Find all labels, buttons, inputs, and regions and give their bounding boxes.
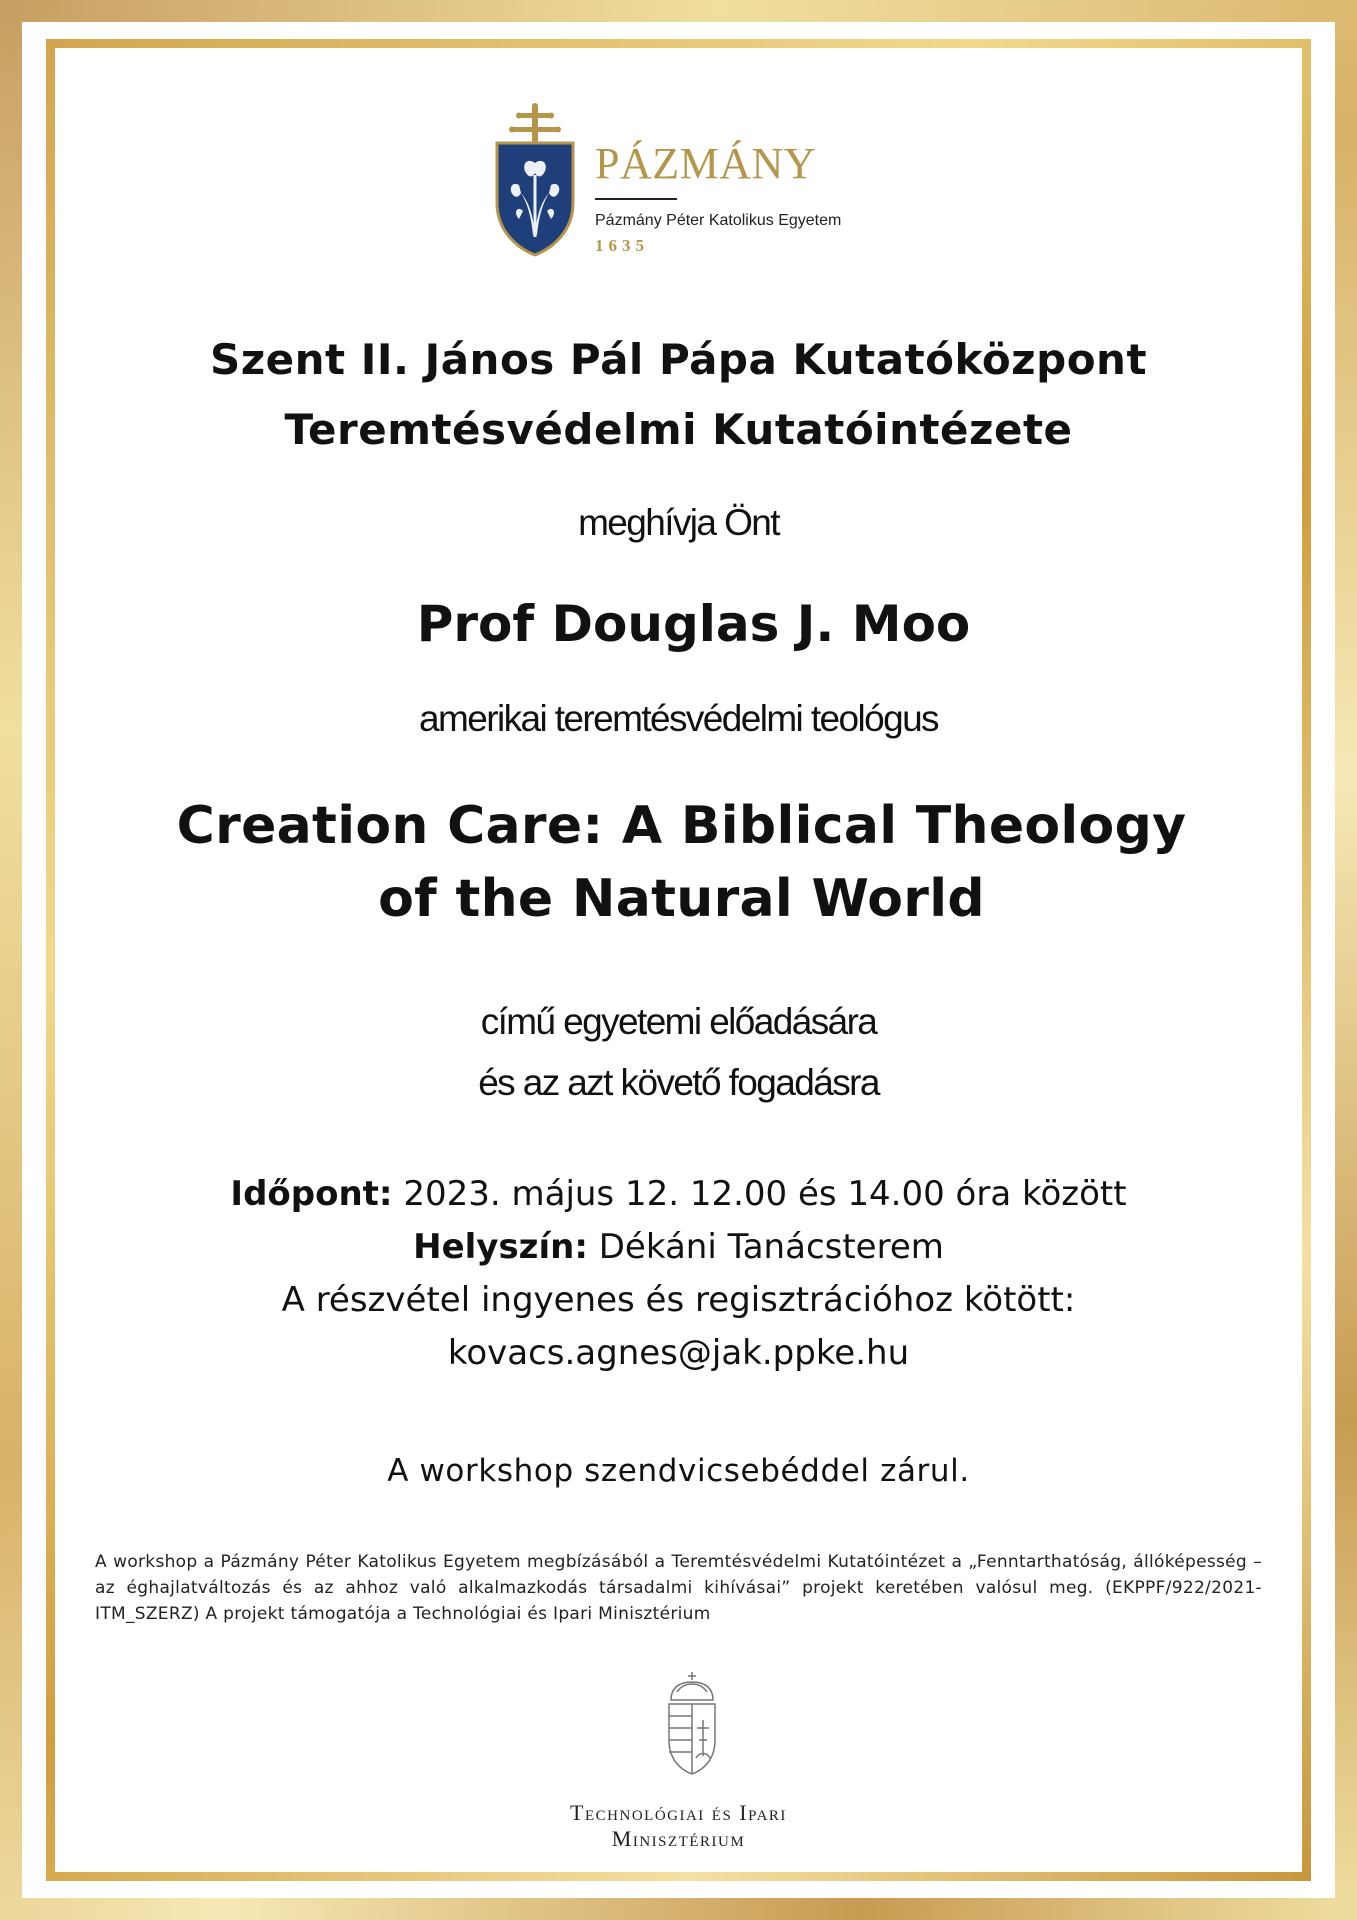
- event-details: [0, 1168, 1357, 1380]
- closing-note: A workshop szendvicsebéddel zárul.: [387, 1453, 970, 1489]
- lecture-title-line-2: of the Natural World: [378, 869, 985, 929]
- time-label: Időpont:: [230, 1174, 393, 1214]
- lecture-title: [0, 790, 1357, 936]
- occasion-line-2: és az azt követő fogadásra: [478, 1062, 879, 1103]
- time-row: [0, 1168, 1357, 1221]
- logo-divider: [595, 198, 677, 200]
- institute-line-2: Teremtésvédelmi Kutatóintézete: [284, 405, 1073, 454]
- institute-line-1: Szent II. János Pál Pápa Kutatóközpont: [209, 335, 1148, 384]
- speaker-name: Prof Douglas J. Moo: [416, 595, 971, 653]
- registration-note: A részvétel ingyenes és regisztrációhoz kötött:: [281, 1280, 1076, 1320]
- invites-text: meghívja Önt: [578, 502, 779, 543]
- university-full-name: Pázmány Péter Katolikus Egyetem: [595, 212, 842, 229]
- university-crest-icon: [493, 103, 577, 258]
- registration-email[interactable]: kovacs.agnes@jak.ppke.hu: [447, 1333, 910, 1373]
- ministry-name: [0, 1800, 1357, 1852]
- place-label: Helyszín:: [413, 1227, 588, 1267]
- occasion-text: [0, 991, 1357, 1113]
- hungarian-coat-of-arms-icon: [663, 1670, 721, 1778]
- occasion-line-1: című egyetemi előadására: [480, 1001, 877, 1042]
- place-row: [0, 1221, 1357, 1274]
- university-logo: [493, 103, 873, 263]
- university-founding-year: 1635: [595, 236, 649, 255]
- institute-name: [0, 325, 1357, 465]
- time-value: 2023. május 12. 12.00 és 14.00 óra között: [403, 1174, 1127, 1214]
- ministry-line-2: Minisztérium: [611, 1826, 746, 1851]
- place-value: Dékáni Tanácsterem: [598, 1227, 944, 1267]
- university-name: PÁZMÁNY: [595, 139, 817, 188]
- speaker-role: amerikai teremtésvédelmi teológus: [419, 698, 938, 739]
- ministry-line-1: Technológiai és Ipari: [570, 1800, 787, 1825]
- funding-footnote: A workshop a Pázmány Péter Katolikus Egyetem megbízásából a Teremtésvédelmi Kutatóintézet a „Fenntarthatóság, állóképesség – az éghajlatváltozás és az ahhoz való alkalmazkodás társadalmi kihívásai” projekt keretében valósul meg. (EKPPF/922/2021-ITM_SZERZ) A projekt támogatója a Technológiai és Ipari Minisztérium: [95, 1552, 1262, 1624]
- lecture-title-line-1: Creation Care: A Biblical Theology: [176, 796, 1187, 856]
